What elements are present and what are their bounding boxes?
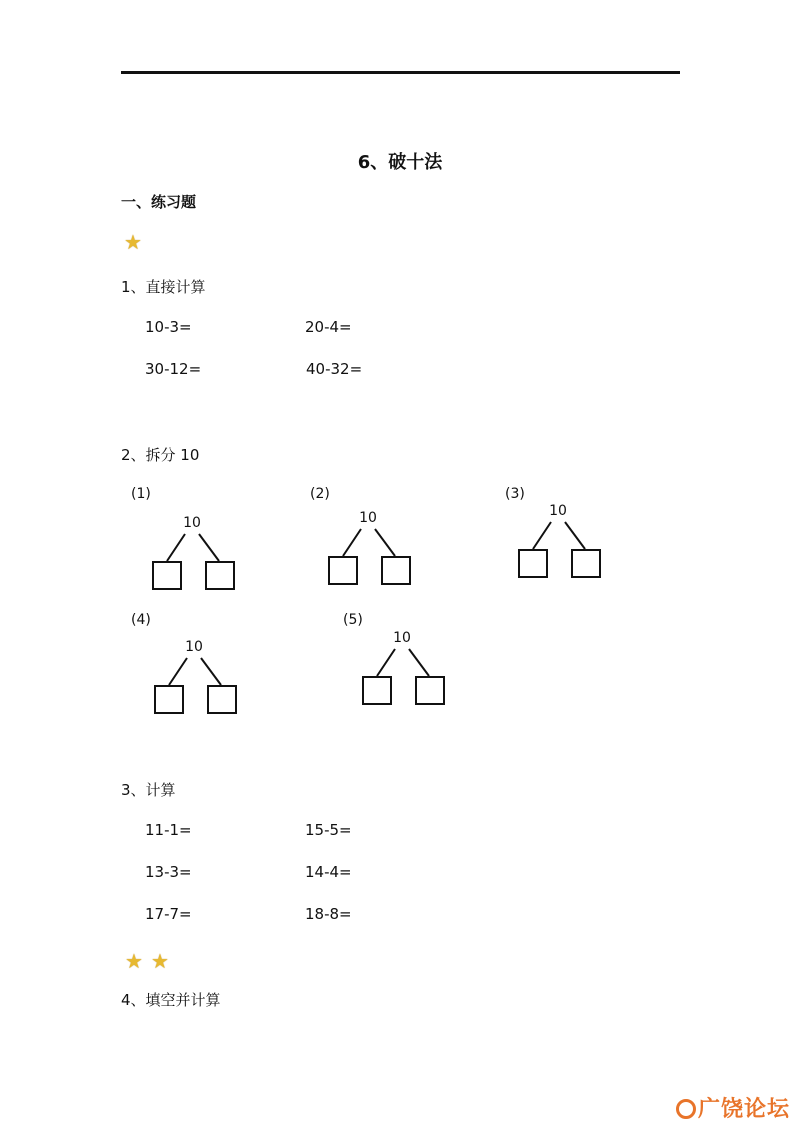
split-label-1: (1): [131, 486, 151, 502]
star-icon: ★: [125, 949, 143, 973]
answer-box[interactable]: [382, 557, 410, 584]
split-label-2: (2): [310, 486, 330, 502]
answer-box[interactable]: [153, 562, 181, 589]
split-label-4: (4): [131, 612, 151, 628]
header-rule: [121, 71, 680, 74]
answer-box[interactable]: [208, 686, 236, 713]
section-heading: 一、练习题: [121, 193, 197, 211]
q1-expr-4: 40-32=: [306, 360, 363, 378]
q3-expr-6: 18-8=: [305, 905, 352, 923]
answer-box[interactable]: [329, 557, 357, 584]
answer-box[interactable]: [572, 550, 600, 577]
question-4-heading: 4、填空并计算: [121, 991, 221, 1009]
star-icon: ★: [124, 230, 142, 254]
answer-box[interactable]: [416, 677, 444, 704]
q3-expr-3: 13-3=: [145, 863, 192, 881]
answer-box[interactable]: [155, 686, 183, 713]
answer-box[interactable]: [519, 550, 547, 577]
split-label-3: (3): [505, 486, 525, 502]
split-top-number: 10: [549, 503, 567, 519]
split-tree-1: [147, 511, 257, 601]
q1-expr-3: 30-12=: [145, 360, 202, 378]
q1-expr-1: 10-3=: [145, 318, 192, 336]
watermark-text: 广饶论坛: [697, 1097, 790, 1122]
split-top-number: 10: [183, 515, 201, 531]
split-top-number: 10: [359, 510, 377, 526]
split-tree-4: [149, 635, 259, 725]
split-tree-5: [357, 626, 467, 716]
q3-expr-4: 14-4=: [305, 863, 352, 881]
split-top-number: 10: [393, 630, 411, 646]
q3-expr-2: 15-5=: [305, 821, 352, 839]
split-tree-3: [513, 499, 623, 589]
question-1-heading: 1、直接计算: [121, 278, 206, 296]
split-label-5: (5): [343, 612, 363, 628]
split-tree-2: [323, 506, 433, 596]
watermark: [676, 1092, 790, 1123]
question-3-heading: 3、计算: [121, 781, 176, 799]
question-2-heading: 2、拆分 10: [121, 446, 200, 464]
split-top-number: 10: [185, 639, 203, 655]
q3-expr-5: 17-7=: [145, 905, 192, 923]
answer-box[interactable]: [363, 677, 391, 704]
star-icon: ★: [151, 949, 169, 973]
q3-expr-1: 11-1=: [145, 821, 192, 839]
answer-box[interactable]: [206, 562, 234, 589]
watermark-logo-icon: [676, 1099, 696, 1119]
page-title: 6、破十法: [357, 152, 443, 173]
q1-expr-2: 20-4=: [305, 318, 352, 336]
